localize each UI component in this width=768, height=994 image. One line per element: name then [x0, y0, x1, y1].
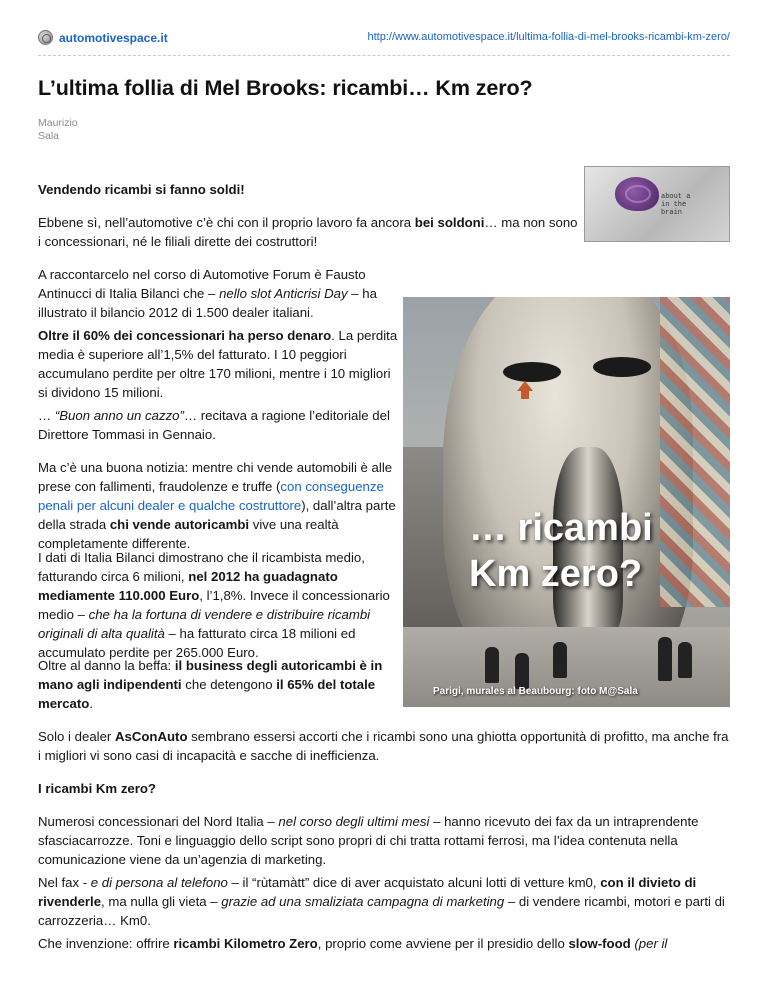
photo-eye [593, 357, 651, 377]
bold-text: il 65% del totale mercato [38, 677, 376, 711]
photo-person [553, 642, 567, 678]
text: A raccontarcelo nel corso di Automotive Forum è Fausto Antinucci di Italia Bilanci che – [38, 267, 366, 301]
photo-person [658, 637, 672, 681]
photo-title-line-2: Km zero? [469, 553, 643, 595]
subheading: Vendendo ricambi si fanno soldi! [38, 182, 245, 197]
subheading: I ricambi Km zero? [38, 781, 156, 796]
photo-person [678, 642, 692, 678]
text: . [89, 696, 93, 711]
text: – ha illustrato il bilancio 2012 di 1.500 dealer italiani. [38, 286, 377, 320]
paragraph [38, 934, 730, 953]
mural-photo [403, 297, 730, 707]
author [38, 117, 118, 143]
text: Numerosi concessionari del Nord Italia – [38, 814, 279, 829]
italic-text: nello slot Anticrisi Day [219, 286, 348, 301]
text: – di vendere ricambi, motori e parti di carrozzeria… Km0. [38, 894, 725, 928]
bold-text: il business degli autoricambi è in mano agli indipendenti [38, 658, 383, 692]
text: … ma non sono i concessionari, né le filiali dirette dei costruttori! [38, 215, 578, 249]
text: I dati di Italia Bilanci dimostrano che il ricambista medio, fatturando circa 6 milioni, [38, 550, 365, 584]
paragraph [38, 548, 398, 662]
text: Che invenzione: offrire [38, 936, 174, 951]
text: Nel fax - [38, 875, 91, 890]
italic-text: (per il [630, 936, 668, 951]
thumbnail-caption-line: brain [661, 209, 683, 217]
paragraph [38, 727, 730, 765]
inline-link[interactable]: con conseguenze penali per alcuni dealer e qualche costruttore [38, 479, 384, 513]
text: – hanno ricevuto dei fax da un intraprendente sfasciacarrozze. Toni e linguaggio dello script sono propri di chi tratta rottami ferrosi, ma l’idea contenuta nella comunicazione viene da un’agenzia di marketing. [38, 814, 699, 867]
paragraph [38, 406, 398, 444]
author-last-name: Sala [38, 130, 60, 142]
paragraph [38, 873, 730, 930]
page-title: L’ultima follia di Mel Brooks: ricambi… Km zero? [38, 76, 533, 100]
text: che detengono [181, 677, 277, 692]
italic-text: “Buon anno un cazzo” [54, 408, 184, 423]
photo-caption: Parigi, murales al Beaubourg: foto M@Sala [433, 686, 638, 697]
brain-icon [615, 177, 659, 211]
bold-text: chi vende autoricambi [109, 517, 250, 532]
paragraph [38, 213, 584, 251]
bold-text: con il divieto di rivenderle [38, 875, 697, 909]
paragraph [38, 265, 398, 322]
paragraph [38, 812, 730, 869]
text: … recitava a ragione l’editoriale del Direttore Tommasi in Gennaio. [38, 408, 390, 442]
italic-text: nel corso degli ultimi mesi [278, 814, 430, 829]
text: , l’1,8%. Invece il concessionario medio – [38, 588, 390, 622]
text: Ebbene sì, nell’automotive c’è chi con il proprio lavoro fa ancora [38, 215, 415, 230]
paragraph-heading-2 [38, 779, 730, 798]
text: sembrano essersi accorti che i ricambi sono una ghiotta opportunità di profitto, ma anche fra i migliori vi sono casi di incapacità e sacche di inefficienza. [38, 729, 729, 763]
text: Ma c’è una buona notizia: mentre chi vende automobili è alle prese con fallimenti, fraudolenze e truffe ( [38, 460, 393, 494]
bold-text: ricambi Kilometro Zero [173, 936, 318, 951]
site-link[interactable] [38, 30, 168, 45]
bold-text: slow-food [568, 936, 631, 951]
paragraph [38, 656, 398, 713]
text: Solo i dealer [38, 729, 115, 744]
photo-title-line-1: … ricambi [469, 507, 653, 549]
italic-text: e di persona al telefono [90, 875, 228, 890]
bold-text: Oltre il 60% dei concessionari ha perso denaro [38, 328, 332, 343]
text: – il “rùtamàtt” dice di aver acquistato alcuni lotti di vetture km0, [227, 875, 601, 890]
top-bar [38, 30, 730, 52]
brain-thumbnail [584, 166, 730, 242]
photo-title [469, 505, 653, 597]
text: , ma nulla gli vieta – [101, 894, 222, 909]
text: – ha fatturato circa 18 milioni ed accumulato perdite per 265.000 Euro. [38, 626, 356, 660]
paragraph-heading-1 [38, 180, 578, 199]
bold-text: nel 2012 ha guadagnato mediamente 110.000 Euro [38, 569, 338, 603]
thumbnail-caption-line: about a [661, 193, 691, 201]
text: Oltre al danno la beffa: [38, 658, 175, 673]
italic-text: grazie ad una smaliziata campagna di marketing [221, 894, 505, 909]
italic-text: che ha la fortuna di vendere e distribuire ricambi originali di alta qualità [38, 607, 371, 641]
paragraph [38, 326, 398, 402]
paragraph [38, 458, 398, 553]
header-divider [38, 55, 730, 56]
text: … [38, 408, 55, 423]
bold-text: bei soldoni [414, 215, 485, 230]
text: vive una realtà completamente differente. [38, 517, 339, 551]
text: . La perdita media è superiore all’1,5% del fatturato. I 10 peggiori accumulano perdite per oltre 170 milioni, mentre i 10 migliori si dividono 15 milioni. [38, 328, 398, 400]
author-first-name: Maurizio [38, 117, 78, 129]
page-url[interactable]: http://www.automotivespace.it/lultima-follia-di-mel-brooks-ricambi-km-zero/ [367, 31, 730, 43]
thumbnail-caption [661, 193, 690, 217]
thumbnail-caption-line: in the [661, 201, 687, 209]
bold-text: AsConAuto [114, 729, 188, 744]
photo-person [515, 653, 529, 689]
site-name[interactable]: automotivespace.it [59, 30, 168, 45]
globe-icon [38, 30, 53, 45]
photo-person [485, 647, 499, 683]
photo-mural-detail [660, 297, 730, 607]
text: ), dall’altra parte della strada [38, 498, 396, 532]
photo-eye [503, 362, 561, 382]
arrow-icon [517, 381, 533, 391]
text: , proprio come avviene per il presidio dello [317, 936, 569, 951]
